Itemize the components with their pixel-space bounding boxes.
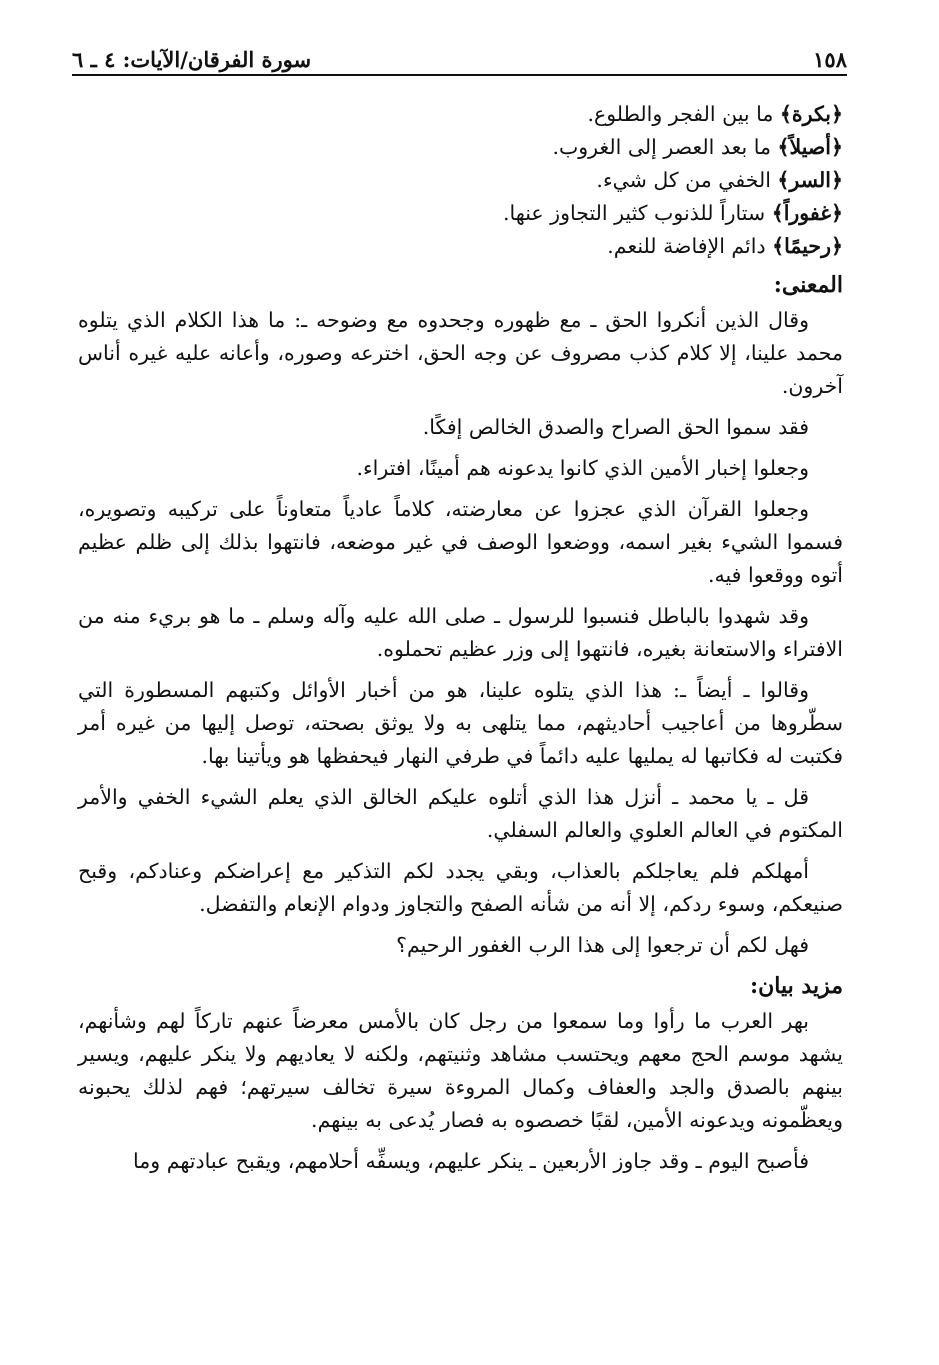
vocabulary-definition: ستاراً للذنوب كثير التجاوز عنها.: [503, 201, 772, 225]
vocabulary-term: ﴿بكرة﴾: [779, 102, 843, 126]
vocabulary-definition: ما بين الفجر والطلوع.: [587, 102, 780, 126]
vocabulary-term: ﴿رحيمًا﴾: [772, 234, 843, 258]
meaning-paragraph: قل ـ يا محمد ـ أنزل هذا الذي أتلوه عليكم الخالق الذي يعلم الشيء الخفي والأمر المكتوم في العالم العلوي والعالم السفلي.: [78, 785, 843, 842]
page-header: [72, 36, 847, 76]
vocabulary-term: ﴿غفوراً﴾: [771, 201, 843, 225]
vocabulary-item: [78, 230, 843, 263]
meaning-paragraph: فقد سموا الحق الصراح والصدق الخالص إفكًا.: [422, 415, 809, 439]
vocabulary-definition: ما بعد العصر إلى الغروب.: [552, 135, 778, 159]
meaning-heading: المعنى:: [773, 272, 843, 298]
vocabulary-item: [78, 131, 843, 164]
meaning-paragraph: وجعلوا إخبار الأمين الذي كانوا يدعونه هم أمينًا، افتراء.: [356, 456, 809, 480]
meaning-paragraph: فهل لكم أن ترجعوا إلى هذا الرب الغفور الرحيم؟: [396, 933, 809, 957]
vocabulary-list: [78, 98, 843, 263]
vocabulary-item: [78, 197, 843, 230]
vocabulary-term: ﴿السر﴾: [777, 168, 843, 192]
meaning-paragraph: وقالوا ـ أيضاً ـ: هذا الذي يتلوه علينا، هو من أخبار الأوائل وكتبهم المسطورة التي سطّروها من أعاجيب أحاديثهم، مما يتلهى به ولا يوثق بصحته، توصل إليها من غيره أمر فكتبت له فكاتبها له يمليها عليه دائماً في طرفي النهار فيحفظها هو ويأتينا بها.: [78, 678, 843, 768]
page-number: ١٥٨: [813, 47, 847, 72]
vocabulary-term: ﴿أصيلاً﴾: [777, 135, 843, 159]
running-title: سورة الفرقان/الآيات: ٤ ـ ٦: [72, 47, 312, 72]
vocabulary-definition: الخفي من كل شيء.: [596, 168, 778, 192]
meaning-paragraph: أمهلكم فلم يعاجلكم بالعذاب، وبقي يجدد لكم التذكير مع إعراضكم وعنادكم، وقبح صنيعكم، وسوء ردكم، إلا أنه من شأنه الصفح والتجاوز ودوام الإنعام والتفضل.: [78, 859, 843, 916]
page-content: [78, 98, 843, 1186]
explanation-paragraph: بهر العرب ما رأوا وما سمعوا من رجل كان بالأمس معرضاً عنهم تاركاً لهم وشأنهم، يشهد موسم الحج معهم ويحتسب مشاهد وثنيتهم، ولكنه لا يعاديهم ولا ينكر عليهم، ويسير بينهم بالصدق والجد والعفاف وكمال المروءة سيرة تخالف سيرتهم؛ فهم لذلك يحبونه ويعظّمونه ويدعونه الأمين، لقبًا خصصوه به فصار يُدعى به بينهم.: [78, 1009, 843, 1132]
meaning-paragraph: وقد شهدوا بالباطل فنسبوا للرسول ـ صلى الله عليه وآله وسلم ـ ما هو بريء منه من الافتراء والاستعانة بغيره، فانتهوا إلى وزر عظيم تحملوه.: [78, 604, 843, 661]
more-explanation-heading: مزيد بيان:: [750, 973, 843, 999]
explanation-paragraph: فأصبح اليوم ـ وقد جاوز الأربعين ـ ينكر عليهم، ويسفِّه أحلامهم، ويقبح عبادتهم وما: [133, 1149, 809, 1173]
vocabulary-item: [78, 98, 843, 131]
meaning-paragraph: وجعلوا القرآن الذي عجزوا عن معارضته، كلاماً عادياً متعاوناً على تركيبه وتصويره، فسموا الشيء بغير اسمه، ووضعوا الوصف في غير موضعه، فانتهوا بذلك إلى ظلم عظيم أتوه ووقعوا فيه.: [78, 497, 843, 587]
meaning-paragraph: وقال الذين أنكروا الحق ـ مع ظهوره وجحدوه مع وضوحه ـ: ما هذا الكلام الذي يتلوه محمد علينا، إلا كلام كذب مصروف عن وجه الحق، اخترعه وصوره، وأعانه عليه غيره أناس آخرون.: [78, 308, 843, 398]
vocabulary-item: [78, 164, 843, 197]
vocabulary-definition: دائم الإفاضة للنعم.: [607, 234, 773, 258]
